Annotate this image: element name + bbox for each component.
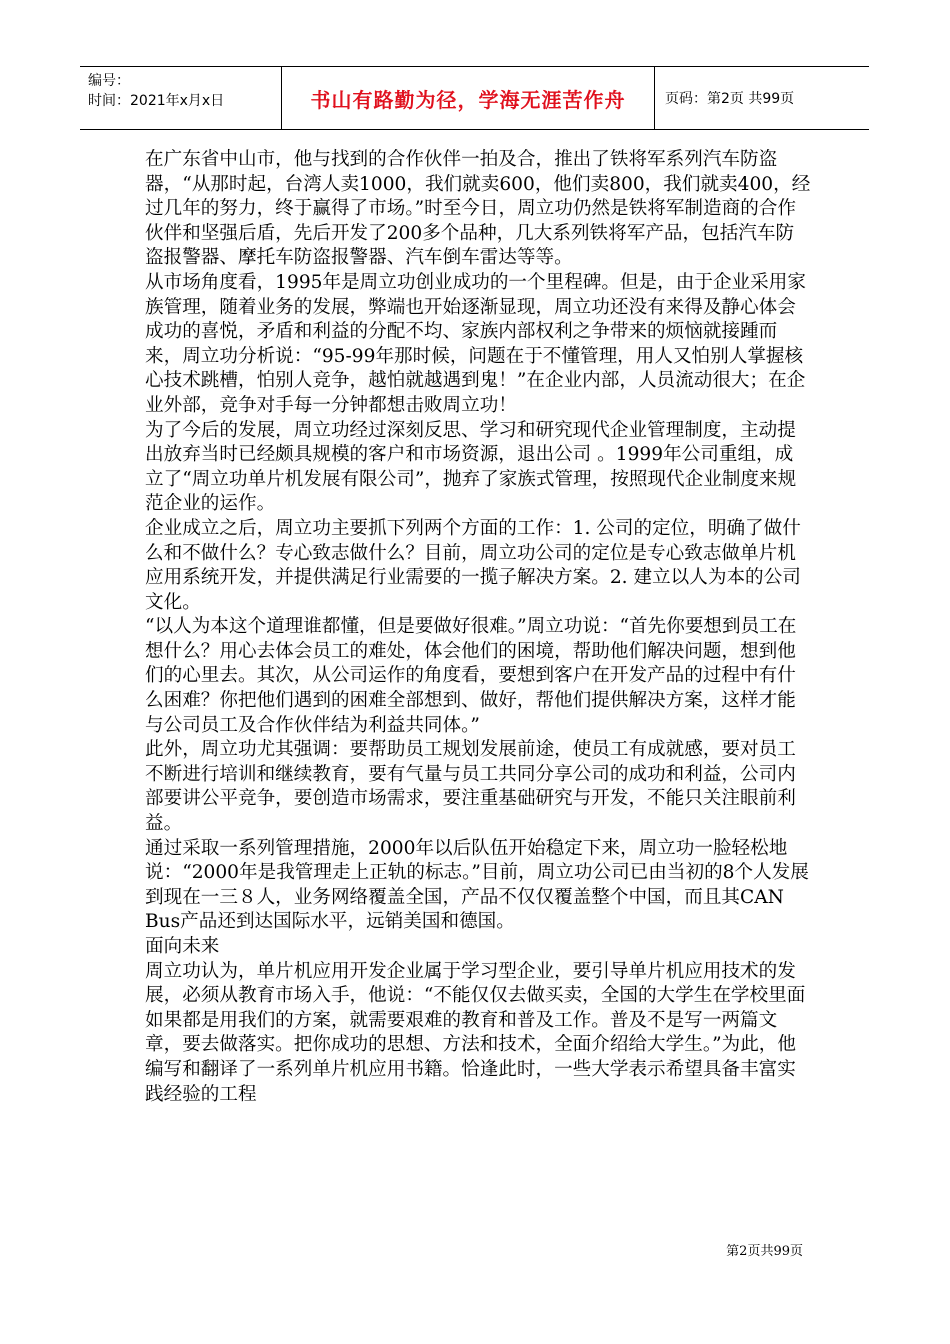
- paragraph: 在广东省中山市，他与找到的合作伙伴一拍及合，推出了铁将军系列汽车防盗器，“从那时起，台湾人卖1000，我们就卖600，他们卖800，我们就卖400，经过几年的努力，终于赢得了市场。”时至今日，周立功仍然是铁将军制造商的合作伙伴和坚强后盾，先后开发了200多个品种，几大系列铁将军产品，包括汽车防盗报警器、摩托车防盗报警器、汽车倒车雷达等等。: [145, 149, 811, 269]
- page-footer: 第2页共99页: [726, 1244, 803, 1259]
- paragraph: 从市场角度看，1995年是周立功创业成功的一个里程碑。但是，由于企业采用家族管理，随着业务的发展，弊端也开始逐渐显现，周立功还没有来得及静心体会成功的喜悦，矛盾和利益的分配不均、家族内部权利之争带来的烦恼就接踵而来，周立功分析说：“95-99年那时候，问题在于不懂管理，用人又怕别人掌握核心技术跳槽，怕别人竞争，越怕就越遇到鬼！”在企业内部，人员流动很大；在企业外部，竞争对手每一分钟都想击败周立功！: [145, 271, 806, 416]
- paragraph: 企业成立之后，周立功主要抓下列两个方面的工作：1. 公司的定位，明确了做什么和不做什么？专心致志做什么？目前，周立功公司的定位是专心致志做单片机应用系统开发，并提供满足行业需要的一揽子解决方案。2. 建立以人为本的公司文化。: [145, 517, 801, 613]
- document-body: [145, 148, 811, 1107]
- paragraph: 通过采取一系列管理措施，2000年以后队伍开始稳定下来，周立功一脸轻松地说：“2000年是我管理走上正轨的标志。”目前，周立功公司已由当初的8个人发展到现在一三８人，业务网络覆盖全国，产品不仅仅覆盖整个中国，而且其CAN Bus产品还到达国际水平，远销美国和德国。: [145, 837, 809, 933]
- paragraph: 为了今后的发展，周立功经过深刻反思、学习和研究现代企业管理制度，主动提出放弃当时已经颇具规模的客户和市场资源，退出公司 。1999年公司重组，成立了“周立功单片机发展有限公司”，抛弃了家族式管理，按照现代企业制度来规范企业的运作。: [145, 419, 797, 515]
- section-heading: 面向未来: [145, 936, 220, 957]
- header-page-label: 页码：第2页 共99页: [665, 91, 795, 107]
- paragraph: 此外，周立功尤其强调：要帮助员工规划发展前途，使员工有成就感，要对员工不断进行培训和继续教育，要有气量与员工共同分享公司的成功和利益，公司内部要讲公平竞争，要创造市场需求，要注重基础研究与开发，不能只关注眼前利益。: [145, 739, 796, 835]
- paragraph: 周立功认为，单片机应用开发企业属于学习型企业，要引导单片机应用技术的发展，必须从教育市场入手，他说：“不能仅仅去做买卖，全国的大学生在学校里面如果都是用我们的方案，就需要艰难的教育和普及工作。普及不是写一两篇文章，要去做落实。把你成功的思想、方法和技术，全面介绍给大学生。”为此，他编写和翻译了一系列单片机应用书籍。恰逢此时，一些大学表示希望具备丰富实践经验的工程: [145, 960, 806, 1105]
- paragraph: “以人为本这个道理谁都懂，但是要做好很难。”周立功说：“首先你要想到员工在想什么？用心去体会员工的难处，体会他们的困境，帮助他们解决问题，想到他们的心里去。其次，从公司运作的角度看，要想到客户在开发产品的过程中有什么困难？你把他们遇到的困难全部想到、做好，帮他们提供解决方案，这样才能与公司员工及合作伙伴结为利益共同体。”: [145, 616, 797, 736]
- header-meta: [80, 67, 281, 129]
- number-label: 编号：: [88, 73, 130, 89]
- time-label: 时间：2021年x月x日: [88, 93, 225, 109]
- page-header: [80, 66, 869, 130]
- header-motto: 书山有路勤为径，学海无涯苦作舟: [281, 67, 655, 129]
